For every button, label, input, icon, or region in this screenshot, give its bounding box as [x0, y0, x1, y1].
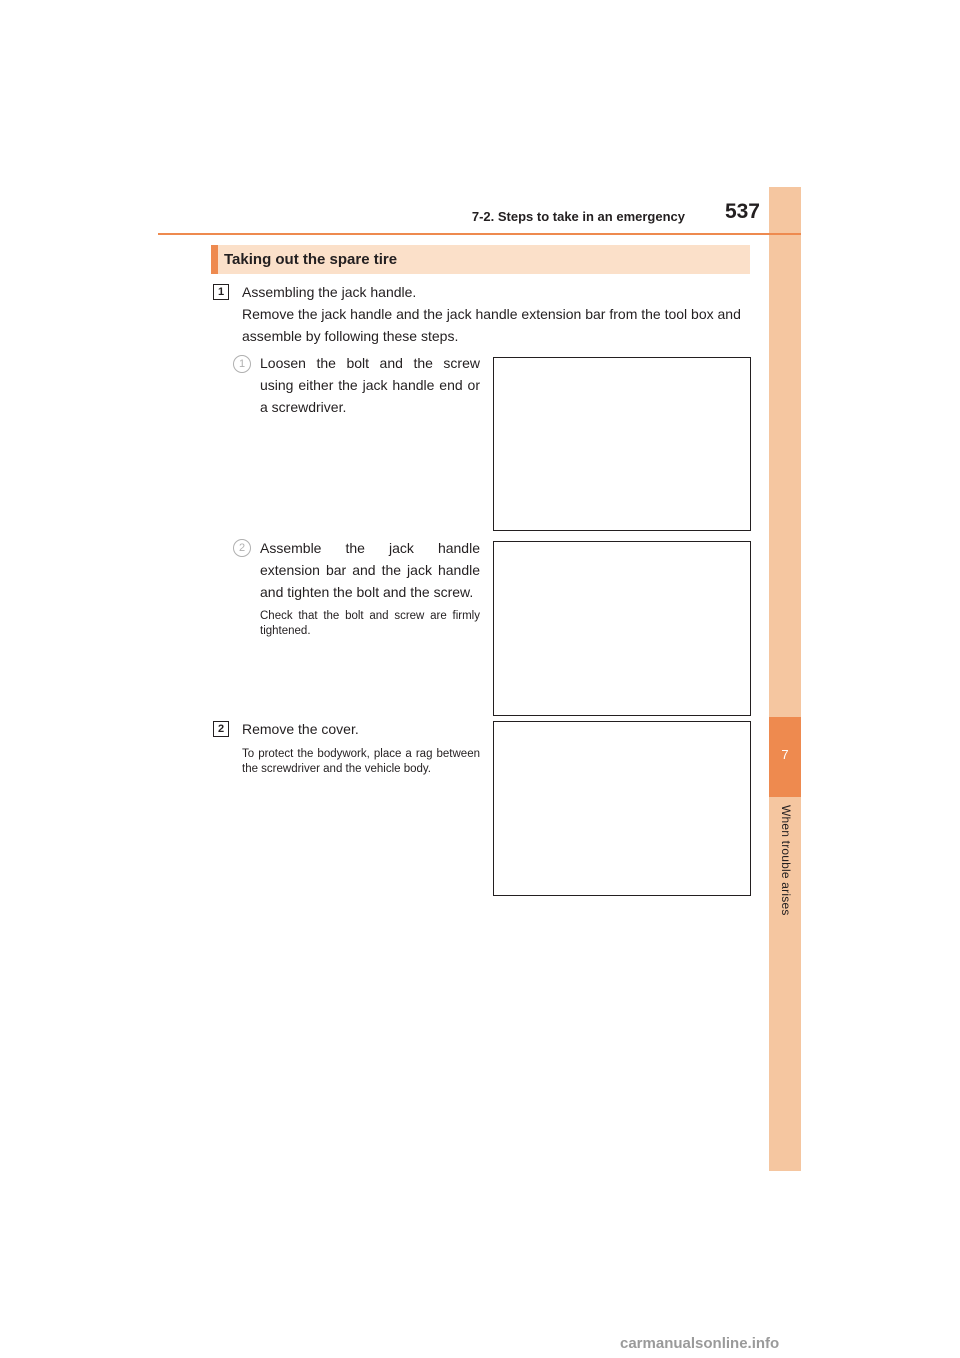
- page-number: 537: [724, 200, 760, 223]
- chapter-side-strip: [769, 187, 801, 1171]
- watermark: carmanualsonline.info: [620, 1335, 780, 1352]
- substep-text: Loosen the bolt and the screw using either the jack handle end or a screwdriver.: [260, 355, 480, 415]
- step-description: Remove the jack handle and the jack handle extension bar from the tool box and assemble by following these steps.: [242, 306, 741, 344]
- header-rule: [158, 233, 801, 235]
- step-title: Assembling the jack handle.: [242, 284, 417, 300]
- substep-note: Check that the bolt and screw are firmly tightened.: [260, 610, 480, 637]
- chapter-label: When trouble arises: [779, 805, 793, 916]
- section-heading: Taking out the spare tire: [224, 251, 398, 268]
- chapter-number: 7: [781, 747, 789, 762]
- illustration-assemble-handle: [493, 541, 751, 716]
- step-badge: 1: [213, 284, 229, 300]
- illustration-loosen-bolt: [493, 357, 751, 531]
- substep-text: Assemble the jack handle extension bar and the jack handle and tighten the bolt and the screw.: [260, 540, 480, 600]
- step-badge: 2: [213, 721, 229, 737]
- heading-accent: [211, 245, 218, 274]
- substep-badge: 1: [233, 355, 251, 373]
- section-title: 7-2. Steps to take in an emergency: [471, 209, 685, 224]
- illustration-remove-cover: [493, 721, 751, 896]
- step-note: To protect the bodywork, place a rag between the screwdriver and the vehicle body.: [242, 748, 480, 775]
- step-title: Remove the cover.: [242, 721, 359, 737]
- substep-badge: 2: [233, 539, 251, 557]
